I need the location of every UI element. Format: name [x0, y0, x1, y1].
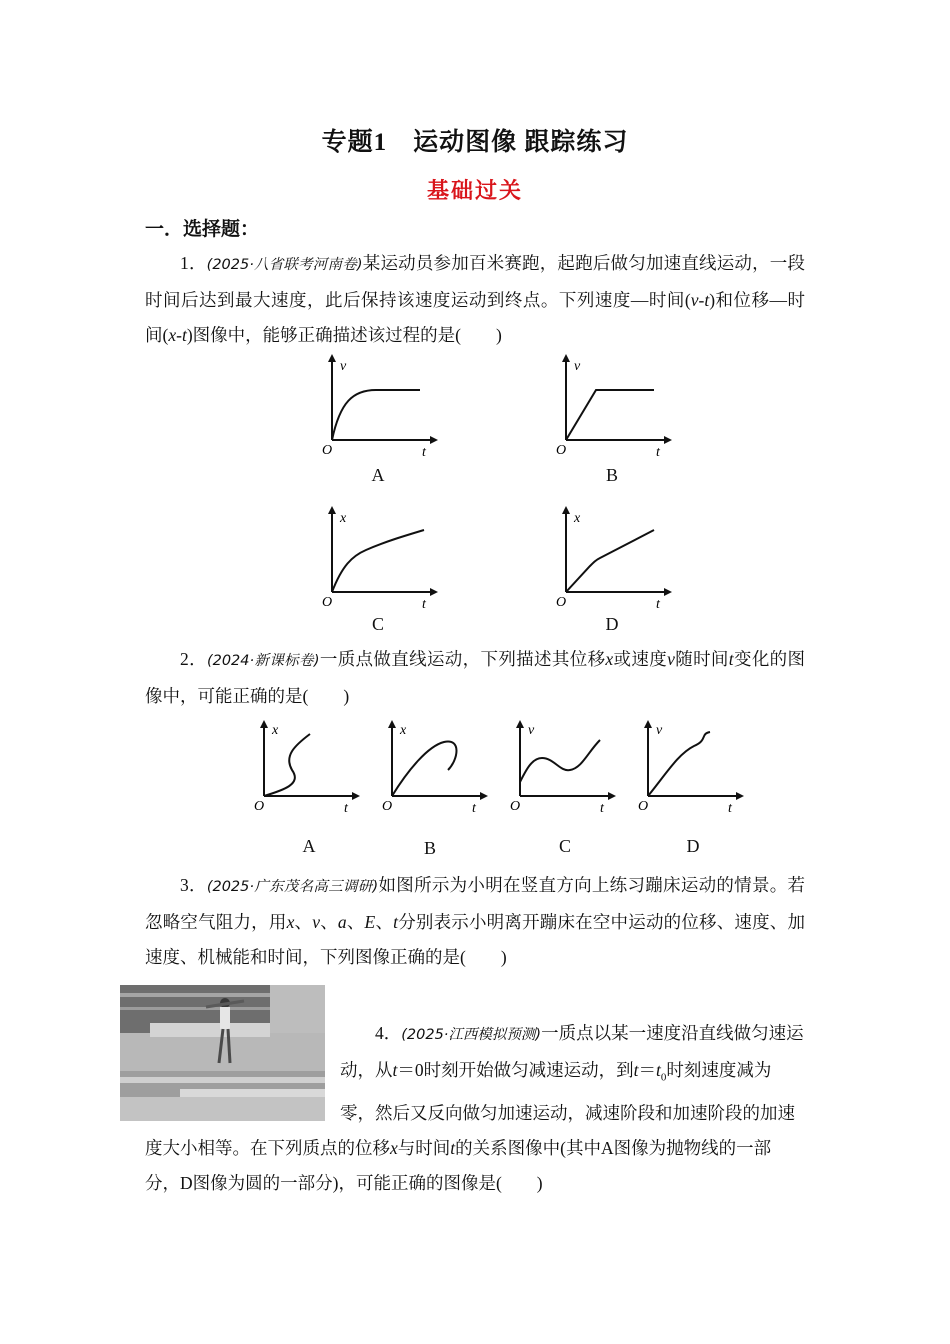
q2-text-3: 随时间	[674, 649, 729, 669]
q2-graph-b	[380, 718, 490, 818]
q1-var-t-2: t	[181, 325, 187, 345]
q3-sep-4: 、	[375, 912, 394, 932]
q2-var-t: t	[728, 649, 734, 669]
svg-text:t: t	[472, 801, 476, 816]
q2-var-v: v	[667, 649, 675, 669]
q3-sep: 、	[294, 912, 313, 932]
q2-text-2: 或速度	[613, 649, 668, 669]
q1-text-3: )图像中，能够正确描述该过程的是( )	[186, 325, 502, 345]
q1-var-x: x	[168, 325, 177, 345]
photo-float-spacer	[145, 1016, 340, 1121]
svg-text:t: t	[422, 597, 426, 612]
section-heading: 一．选择题：	[145, 219, 260, 240]
q4-text-2: 时刻速度减为零，然后又反向做匀加速运动，减速阶段和加速阶段的加速度大小相等。在下列质点的位移	[145, 1060, 795, 1158]
svg-text:O: O	[638, 799, 649, 814]
question-2	[145, 642, 805, 714]
q3-var-t: t	[393, 912, 399, 932]
q4-eq: ＝0时刻开始做匀减速运动，到	[397, 1060, 634, 1080]
svg-text:x: x	[400, 723, 407, 738]
q1-text: 某运动员参加百米赛跑，起跑后做匀加速直线运动，一段时间后达到最大速度，此后保持该速度运动到终点。下列速度—时间(	[145, 253, 806, 310]
svg-text:t: t	[600, 801, 604, 816]
q3-var-a: a	[337, 912, 347, 932]
axis-label: t	[422, 445, 426, 460]
axis-label: v	[340, 359, 347, 374]
q2-graph-c	[508, 718, 618, 818]
q2-number: 2．	[180, 649, 207, 669]
q2-text-4: 变化的图像中，可能正确的是( )	[145, 649, 806, 706]
svg-text:t: t	[656, 597, 660, 612]
q2-label-d: D	[686, 836, 700, 856]
q4-source: (2025·江西模拟预测)	[401, 1027, 542, 1043]
q2-label-a: A	[302, 836, 316, 856]
q3-text-2: 分别表示小明离开蹦床在空中运动的位移、速度、加速度、机械能和时间，下列图像正确的是( )	[145, 912, 806, 967]
q4-text-3: 与时间	[397, 1137, 451, 1158]
svg-text:v: v	[574, 359, 581, 374]
q1-source: (2025·八省联考河南卷)	[206, 257, 363, 273]
q3-source: (2025·广东茂名高三调研)	[206, 879, 379, 895]
svg-text:x: x	[574, 511, 581, 526]
svg-text:v: v	[528, 723, 535, 738]
q1-graph-c	[318, 504, 438, 614]
q1-number: 1．	[180, 253, 207, 273]
question-3	[145, 868, 805, 975]
q4-var-t0: t	[656, 1060, 661, 1080]
q1-var-v: v	[690, 290, 699, 310]
question-4	[145, 1016, 805, 1201]
svg-text:t: t	[344, 801, 348, 816]
svg-text:x: x	[340, 511, 347, 526]
q1-graph-d	[552, 504, 672, 614]
svg-text:v: v	[656, 723, 663, 738]
q1-label-a: A	[371, 465, 385, 485]
q1-graph-a	[318, 352, 438, 462]
q2-graph-d	[636, 718, 746, 818]
q2-graph-a	[252, 718, 362, 818]
q3-sep-3: 、	[346, 912, 365, 932]
svg-text:O: O	[322, 595, 333, 610]
section-subtitle: 基础过关	[426, 178, 523, 203]
q3-var-x: x	[286, 912, 295, 932]
q4-eq-2: ＝	[638, 1060, 656, 1080]
svg-text:O: O	[556, 443, 567, 458]
q1-label-c: C	[371, 614, 384, 634]
svg-text:O: O	[510, 799, 521, 814]
q3-sep-2: 、	[320, 912, 338, 932]
q4-var-t-3: t	[450, 1137, 456, 1158]
q4-number: 4．	[375, 1023, 402, 1043]
q1-graph-b	[552, 352, 672, 462]
q4-var-t-2: t	[633, 1060, 639, 1080]
page-title: 专题1 运动图像 跟踪练习	[321, 129, 629, 156]
q1-var-t: t	[704, 290, 710, 310]
svg-text:O: O	[556, 595, 567, 610]
q3-var-v: v	[312, 912, 321, 932]
svg-text:O: O	[382, 799, 393, 814]
q4-text: 一质点以某一速度沿直线做匀速运动，从	[340, 1023, 804, 1080]
q1-text-2: )和位移—时间(	[145, 290, 806, 345]
q4-subscript: 0	[660, 1071, 667, 1084]
q2-source: (2024·新课标卷)	[206, 653, 320, 669]
svg-text:x: x	[272, 723, 279, 738]
q2-label-b: B	[423, 838, 436, 858]
svg-text:O: O	[254, 799, 265, 814]
svg-text:t: t	[656, 445, 660, 460]
q2-text: 一质点做直线运动，下列描述其位移	[319, 649, 606, 669]
q4-var-x: x	[390, 1137, 398, 1158]
q1-dash-2: -	[176, 325, 182, 345]
q2-var-x: x	[605, 649, 614, 669]
origin-label: O	[322, 443, 333, 458]
q4-text-4: 的关系图像中(其中A图像为抛物线的一部分，D图像为圆的一部分)，可能正确的图像是( )	[145, 1137, 772, 1193]
q2-label-c: C	[558, 836, 571, 856]
question-1	[145, 246, 805, 353]
q3-text: 如图所示为小明在竖直方向上练习蹦床运动的情景。若忽略空气阻力，用	[145, 875, 806, 932]
q1-label-d: D	[605, 614, 619, 634]
q1-label-b: B	[605, 465, 618, 485]
svg-text:t: t	[728, 801, 732, 816]
q1-dash: -	[698, 290, 705, 310]
q3-var-e: E	[364, 912, 376, 932]
q3-number: 3．	[180, 875, 207, 895]
q4-var-t: t	[392, 1060, 398, 1080]
